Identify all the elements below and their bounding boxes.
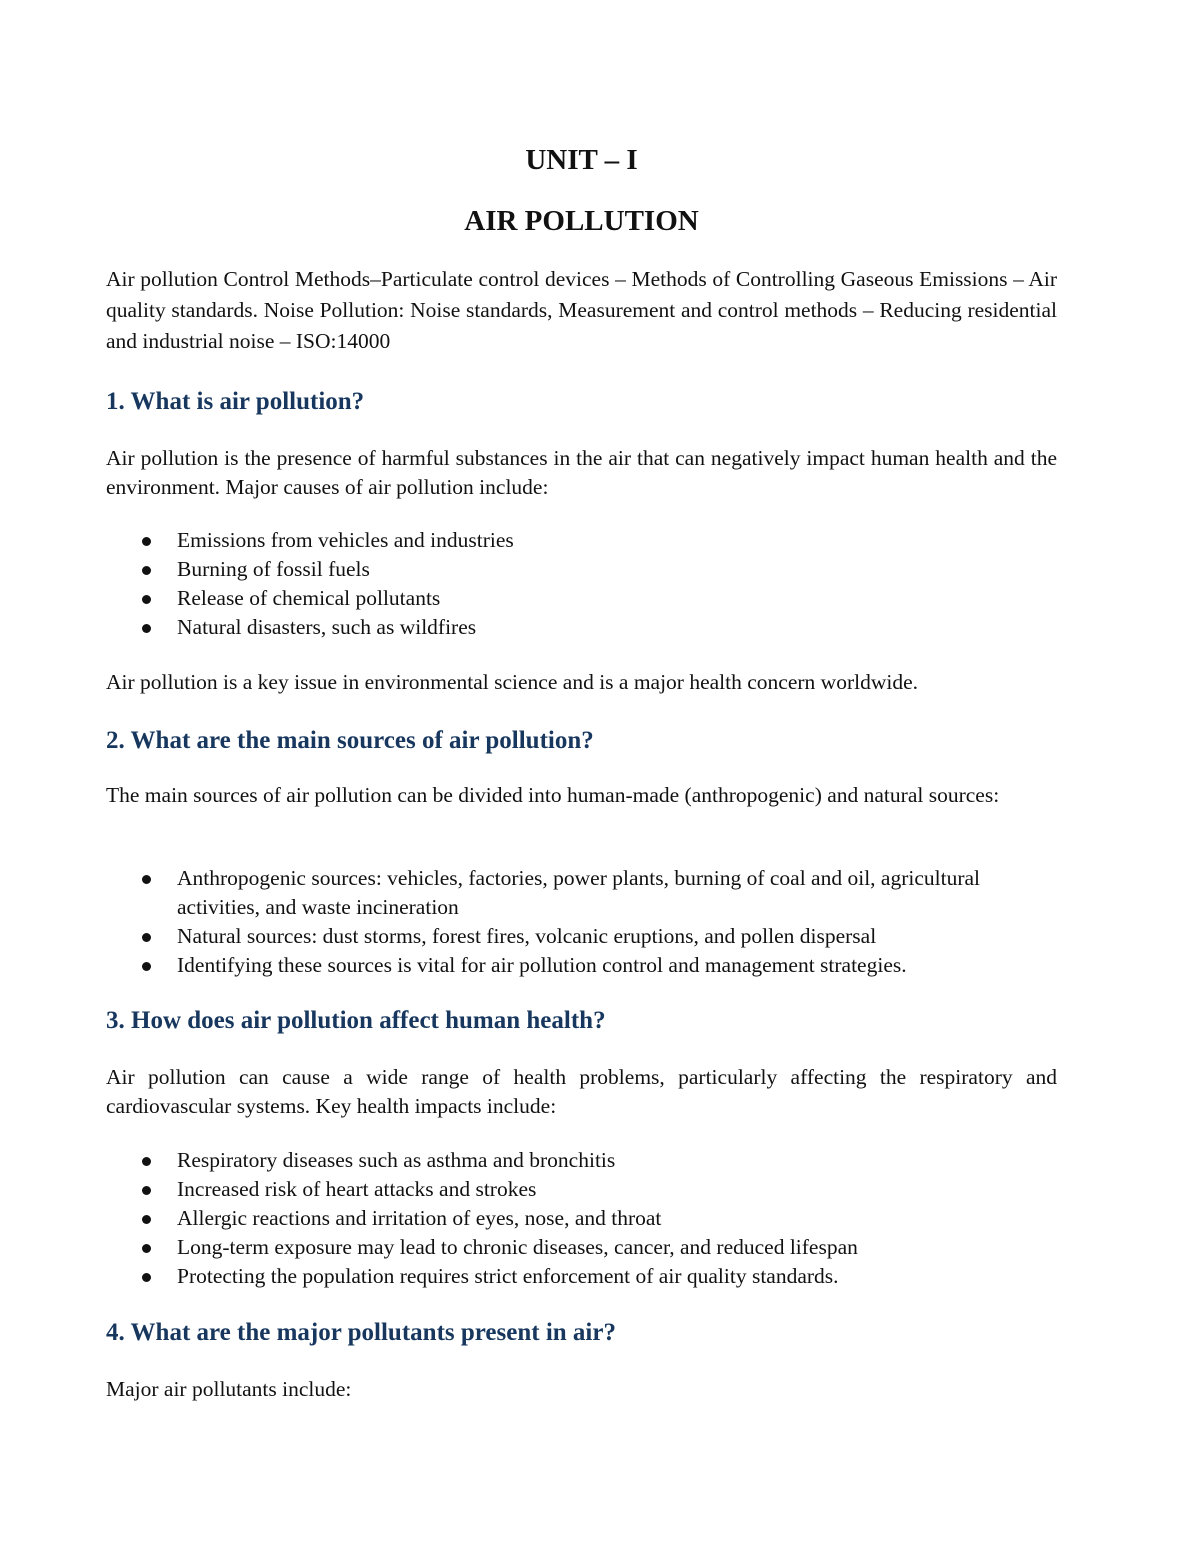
- bullet-icon: [142, 1273, 151, 1282]
- list-item: Respiratory diseases such as asthma and bronchitis: [106, 1146, 1057, 1175]
- bullet-icon: [142, 1186, 151, 1195]
- list-item: Increased risk of heart attacks and strokes: [106, 1175, 1057, 1204]
- section-heading-3: 3. How does air pollution affect human health?: [106, 1007, 606, 1034]
- bullet-icon: [142, 624, 151, 633]
- section-2-bullet-list: [106, 864, 1057, 980]
- bullet-icon: [142, 566, 151, 575]
- list-item: Release of chemical pollutants: [106, 584, 1057, 613]
- list-item: Allergic reactions and irritation of eyes, nose, and throat: [106, 1204, 1057, 1233]
- bullet-icon: [142, 1244, 151, 1253]
- section-4-intro: Major air pollutants include:: [106, 1377, 352, 1401]
- bullet-icon: [142, 875, 151, 884]
- unit-title: UNIT – I: [525, 144, 638, 176]
- section-1-outro: Air pollution is a key issue in environmental science and is a major health concern worldwide.: [106, 670, 918, 694]
- bullet-icon: [142, 1215, 151, 1224]
- section-1-bullet-list: [106, 526, 1057, 642]
- section-heading-2: 2. What are the main sources of air pollution?: [106, 727, 594, 754]
- list-item: Natural disasters, such as wildfires: [106, 613, 1057, 642]
- list-item: Anthropogenic sources: vehicles, factories, power plants, burning of coal and oil, agricultural activities, and waste incineration: [106, 864, 1057, 922]
- list-item: Identifying these sources is vital for air pollution control and management strategies.: [106, 951, 1057, 980]
- list-item: Long-term exposure may lead to chronic diseases, cancer, and reduced lifespan: [106, 1233, 1057, 1262]
- section-1-intro: Air pollution is the presence of harmful substances in the air that can negatively impact human health and the environment. Major causes of air pollution include:: [106, 446, 1057, 499]
- section-2-intro: The main sources of air pollution can be divided into human-made (anthropogenic) and natural sources:: [106, 783, 1000, 807]
- page-title: AIR POLLUTION: [464, 205, 699, 237]
- list-item: Protecting the population requires strict enforcement of air quality standards.: [106, 1262, 1057, 1291]
- syllabus-paragraph: Air pollution Control Methods–Particulate control devices – Methods of Controlling Gaseous Emissions – Air quality standards. Noise Pollution: Noise standards, Measurement and control methods – Reducing residential and industrial noise – ISO:14000: [106, 267, 1057, 353]
- bullet-icon: [142, 537, 151, 546]
- bullet-icon: [142, 595, 151, 604]
- bullet-icon: [142, 1157, 151, 1166]
- section-3-bullet-list: [106, 1146, 1057, 1291]
- section-heading-1: 1. What is air pollution?: [106, 388, 365, 415]
- list-item: Natural sources: dust storms, forest fires, volcanic eruptions, and pollen dispersal: [106, 922, 1057, 951]
- list-item: Burning of fossil fuels: [106, 555, 1057, 584]
- list-item: Emissions from vehicles and industries: [106, 526, 1057, 555]
- bullet-icon: [142, 962, 151, 971]
- bullet-icon: [142, 933, 151, 942]
- section-heading-4: 4. What are the major pollutants present in air?: [106, 1319, 616, 1346]
- section-3-intro: Air pollution can cause a wide range of health problems, particularly affecting the respiratory and cardiovascular systems. Key health impacts include:: [106, 1065, 1057, 1118]
